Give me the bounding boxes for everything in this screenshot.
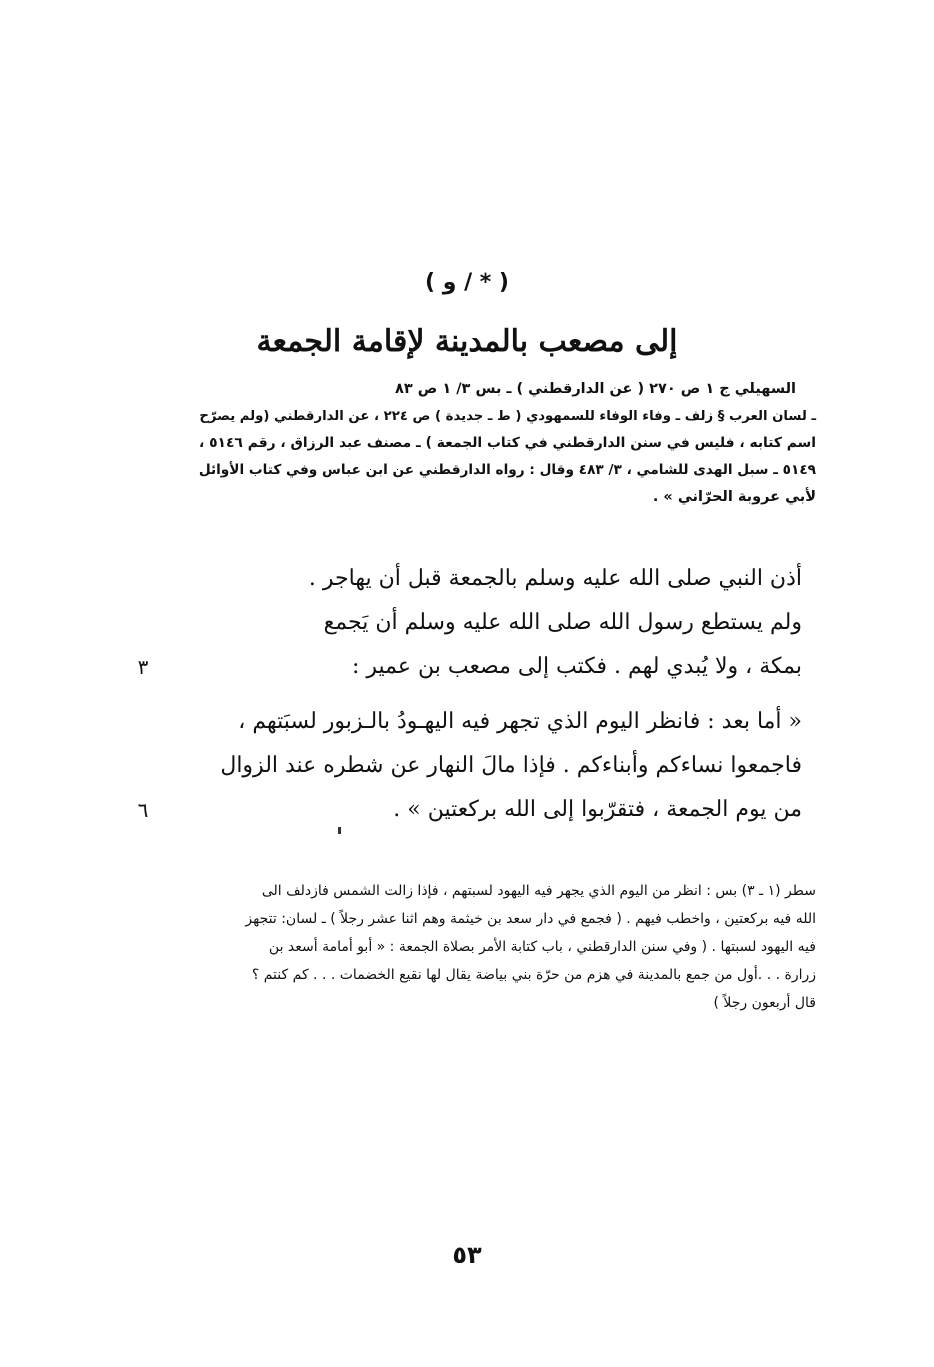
text-line: ولم يستطع رسول الله صلى الله عليه وسلم أن يَجمع <box>323 610 802 635</box>
text-line: من يوم الجمعة ، فتقرّبوا إلى الله بركعتين » . <box>393 797 802 822</box>
page-number: ٥٣ <box>452 1241 482 1269</box>
print-speck <box>338 827 341 834</box>
footnote-line: الله فيه بركعتين ، واخطب فيهم . ( فجمع في دار سعد بن خيثمة وهم اثنا عشر رجلاً ) ـ لسان: تتجهز <box>245 911 816 927</box>
source-line: السهيلي ج ١ ص ٢٧٠ ( عن الدارقطني ) ـ بس ٣/ ١ ص ٨٣ <box>395 381 796 397</box>
text-line: بمكة ، ولا يُبدي لهم . فكتب إلى مصعب بن عمير : <box>351 654 802 679</box>
source-line: ـ لسان العرب § زلف ـ وفاء الوفاء للسمهودي ( ط ـ جديدة ) ص ٢٢٤ ، عن الدارقطني (ولم يصرّح <box>199 409 816 424</box>
source-line: لأبي عروبة الحرّاني » . <box>652 489 816 505</box>
text-line: فاجمعوا نساءكم وأبناءكم . فإذا مالَ النهار عن شطره عند الزوال <box>220 753 802 778</box>
footnotes <box>176 877 816 1017</box>
line-number-6: ٦ <box>137 798 149 822</box>
source-line: ٥١٤٩ ـ سبل الهدى للشامي ، ٣/ ٤٨٣ وقال : رواه الدارقطني عن ابن عباس وفي كتاب الأوائل <box>198 462 816 478</box>
footnote-line: قال أربعون رجلاً ) <box>713 995 816 1011</box>
footnote-line: سطر (١ ـ ٣) بس : انظر من اليوم الذي يجهر فيه اليهود لسبتهم ، فإذا زالت الشمس فازدلف الى <box>261 883 816 899</box>
text-line: أذن النبي صلى الله عليه وسلم بالجمعة قبل أن يهاجر . <box>308 566 802 591</box>
main-text-intro <box>282 557 802 689</box>
footnote-line: زرارة . . .أول من جمع بالمدينة في هزم من حرّة بني بياضة يقال لها نقيع الخضمات . . . كم كنتم ؟ <box>251 967 816 983</box>
footnote-line: فيه اليهود لسبتها . ( وفي سنن الدارقطني ، باب كتابة الأمر بصلاة الجمعة : « أبو أمامة أسعد بن <box>268 939 816 955</box>
text-line: « أما بعد : فانظر اليوم الذي تجهر فيه اليهـودُ بالـزبور لسبَتهم ، <box>238 709 802 734</box>
source-references <box>186 376 816 511</box>
line-number-3: ٣ <box>137 655 149 679</box>
main-text-letter <box>162 700 802 832</box>
source-line: اسم كتابه ، فليس في سنن الدارقطني في كتاب الجمعة ) ـ مصنف عبد الرزاق ، رقم ٥١٤٦ ، <box>198 435 816 451</box>
section-code: ( * / و ) <box>425 270 509 295</box>
page-title: إلى مصعب بالمدينة لإقامة الجمعة <box>256 324 678 359</box>
